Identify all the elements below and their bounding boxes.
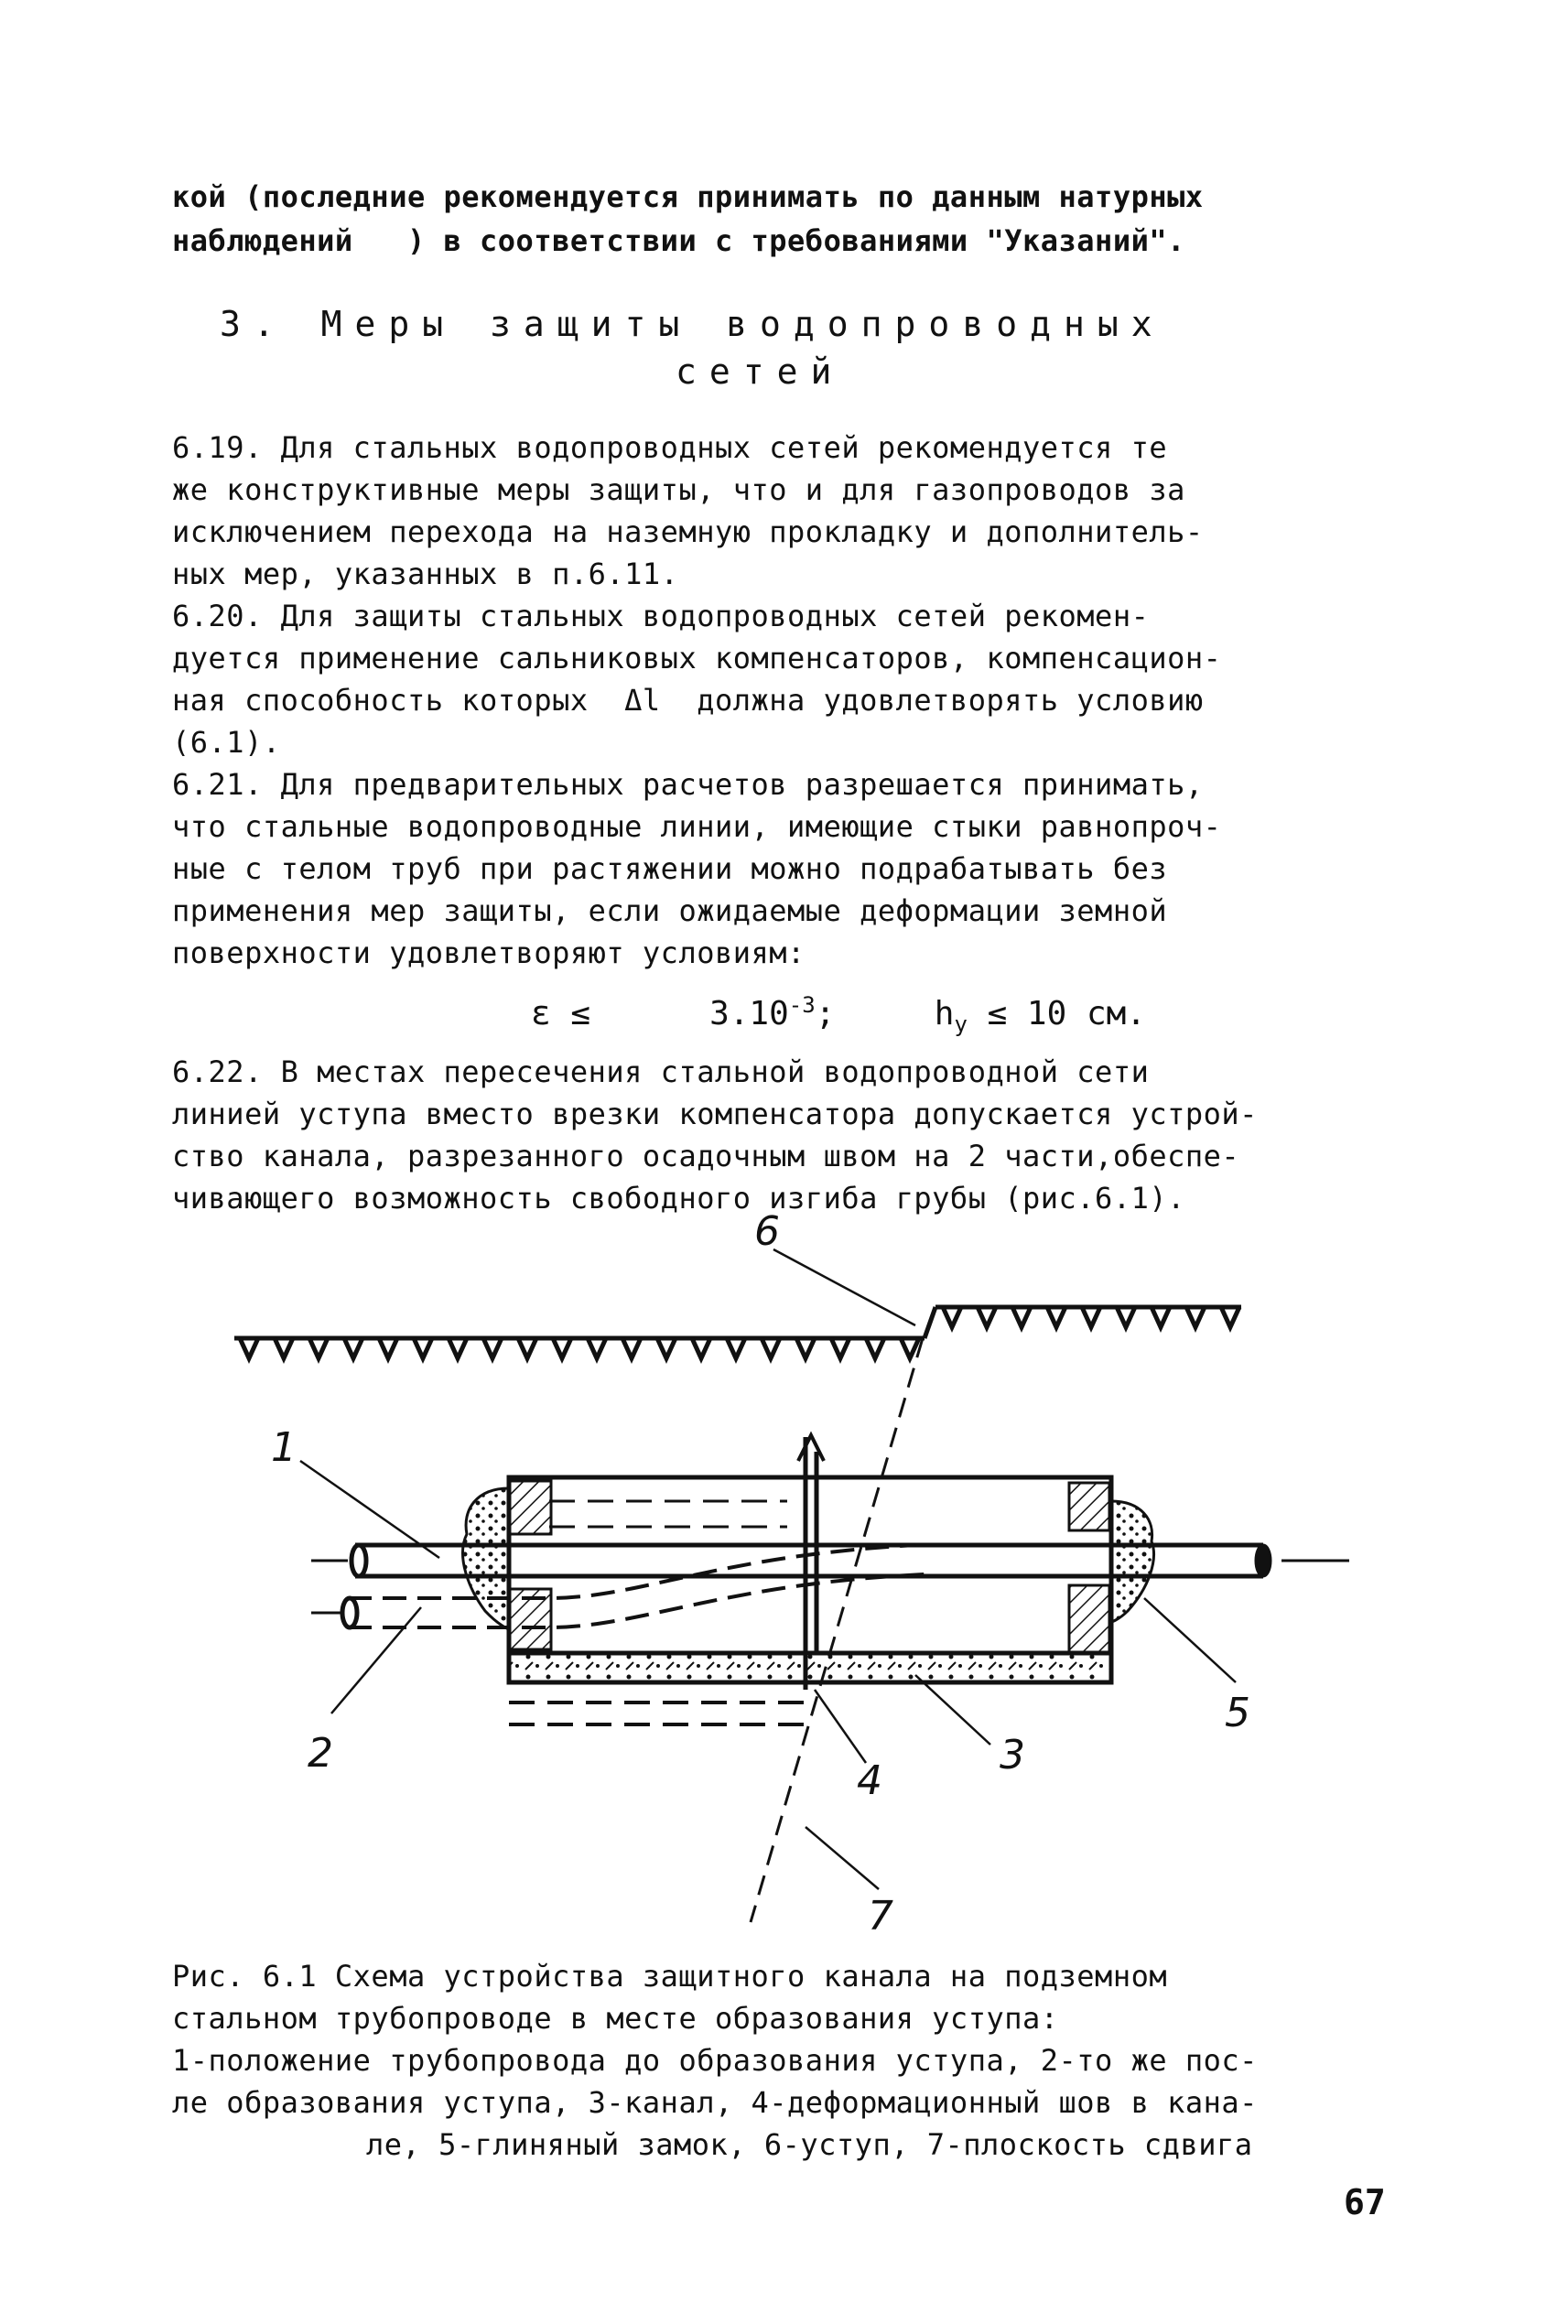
caption-line-4: ле образования уступа, 3-канал, 4-деформационный шов в кана- bbox=[172, 2085, 1258, 2120]
label-3: 3 bbox=[1000, 1732, 1025, 1778]
p621-line-3: ные с телом труб при растяжении можно подрабатывать без bbox=[172, 851, 1168, 886]
page-number: 67 bbox=[1344, 2182, 1386, 2222]
leader-lines bbox=[300, 1249, 1236, 1889]
p622-line-2: линией уступа вместо врезки компенсатора допускается устрой- bbox=[172, 1097, 1258, 1131]
ground-surface-left bbox=[234, 1338, 925, 1358]
formula-subscript: y bbox=[954, 1011, 968, 1038]
p620-line-2: дуется применение сальниковых компенсаторов, компенсацион- bbox=[172, 641, 1222, 676]
p619-line-3: исключением перехода на наземную прокладку и дополнитель- bbox=[172, 514, 1204, 549]
p622-line-1: 6.22. В местах пересечения стальной водопроводной сети bbox=[172, 1054, 1150, 1089]
ground-surface-right bbox=[925, 1307, 1241, 1338]
channel bbox=[509, 1435, 1111, 1690]
pipe-deformed-position bbox=[311, 1501, 925, 1724]
p619-line-2: же конструктивные меры защиты, что и для газопроводов за bbox=[172, 472, 1185, 507]
label-5: 5 bbox=[1225, 1690, 1250, 1736]
label-6: 6 bbox=[754, 1208, 780, 1255]
label-4: 4 bbox=[857, 1757, 882, 1804]
p622-line-3: ство канала, разрезанного осадочным швом на 2 части,обеспе- bbox=[172, 1139, 1240, 1173]
section-heading-line-2: сетей bbox=[676, 351, 845, 392]
formula-h: h bbox=[934, 995, 955, 1032]
intro-line-1: кой (последние рекомендуется принимать по данным натурных bbox=[172, 179, 1204, 214]
label-2: 2 bbox=[308, 1730, 333, 1777]
p621-line-4: применения мер защиты, если ожидаемые деформации земной bbox=[172, 893, 1168, 928]
clay-lock-left bbox=[463, 1488, 509, 1629]
intro-line-2: наблюдений ) в соответствии с требованиями "Указаний". bbox=[172, 223, 1185, 258]
label-7: 7 bbox=[868, 1893, 893, 1940]
p620-line-1: 6.20. Для защиты стальных водопроводных сетей рекомен- bbox=[172, 599, 1150, 633]
formula-exponent: -3 bbox=[788, 992, 816, 1018]
p622-line-4: чивающего возможность свободного изгиба грубы (рис.6.1). bbox=[172, 1181, 1185, 1216]
section-heading-line-1: 3. Меры защиты водопроводных bbox=[220, 304, 1165, 344]
p619-line-1: 6.19. Для стальных водопроводных сетей рекомендуется те bbox=[172, 430, 1168, 465]
shear-plane bbox=[751, 1338, 923, 1922]
caption-line-2: стальном трубопроводе в месте образования уступа: bbox=[172, 2001, 1059, 2036]
formula-limit: ≤ 10 см. bbox=[987, 995, 1146, 1032]
p621-line-2: что стальные водопроводные линии, имеющие стыки равнопроч- bbox=[172, 809, 1222, 844]
p620-line-3: ная способность которых Δl должна удовлетворять условию bbox=[172, 683, 1204, 718]
p619-line-4: ных мер, указанных в п.6.11. bbox=[172, 557, 679, 591]
caption-line-5: ле, 5-глиняный замок, 6-уступ, 7-плоскость сдвига bbox=[366, 2127, 1253, 2162]
caption-line-1: Рис. 6.1 Схема устройства защитного канала на подземном bbox=[172, 1959, 1168, 1994]
p621-line-1: 6.21. Для предварительных расчетов разрешается принимать, bbox=[172, 767, 1204, 802]
label-1: 1 bbox=[271, 1424, 297, 1471]
formula-value: 3.10 bbox=[709, 995, 789, 1032]
caption-line-3: 1-положение трубопровода до образования уступа, 2-то же пос- bbox=[172, 2043, 1258, 2078]
p620-line-4: (6.1). bbox=[172, 725, 281, 760]
p621-line-5: поверхности удовлетворяют условиям: bbox=[172, 935, 806, 970]
formula-eps: ε ≤ bbox=[531, 995, 591, 1032]
formula-separator: ; bbox=[815, 995, 836, 1032]
clay-lock-right bbox=[1111, 1501, 1153, 1622]
